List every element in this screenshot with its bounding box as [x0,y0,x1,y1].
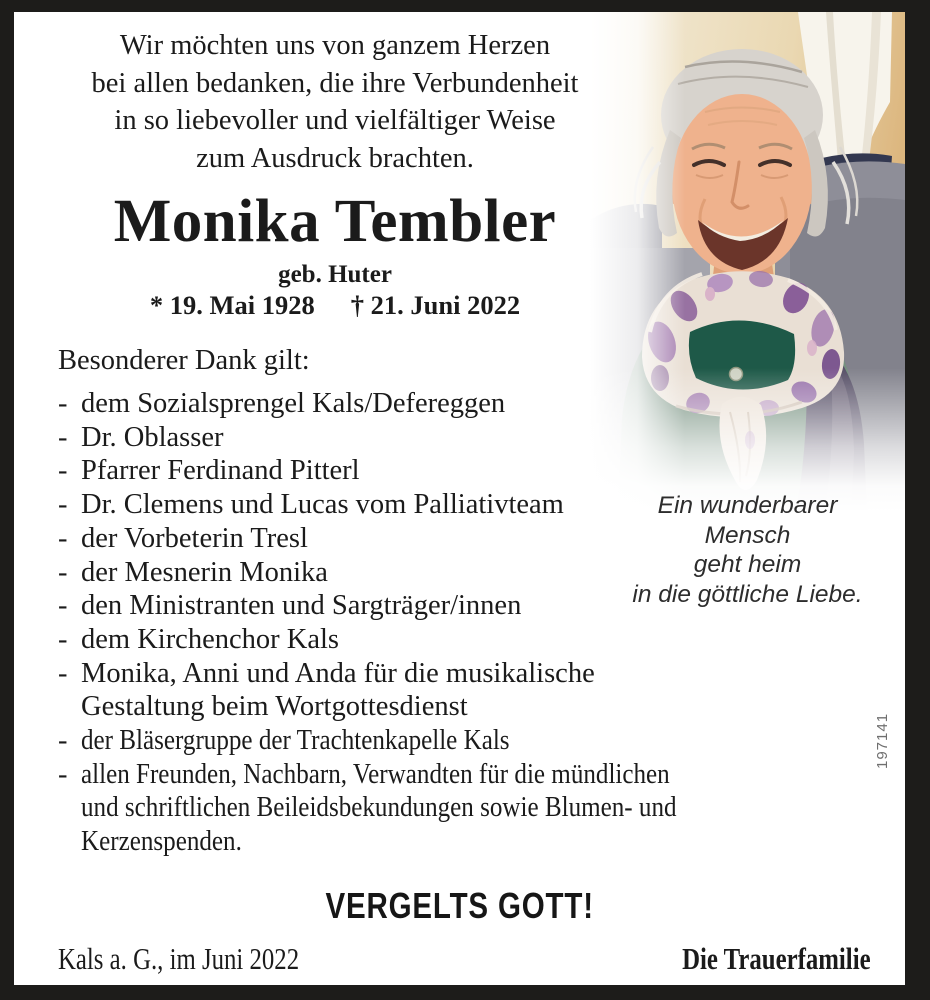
maiden-name: geb. Huter [278,261,392,288]
bullet-dash: - [58,758,68,790]
thanks-item-text: Gestaltung beim Wortgottesdienst [81,691,468,723]
death-date: † 21. Juni 2022 [350,290,521,320]
bullet-dash: - [58,421,68,453]
bullet-dash: - [58,455,68,487]
bullet-dash: - [58,556,68,588]
thanks-item-text: der Mesnerin Monika [81,556,328,588]
life-dates [44,290,626,320]
intro-line: Wir möchten uns von ganzem Herzen [119,30,551,61]
thanks-item [58,724,898,758]
thanks-item-text: dem Sozialsprengel Kals/Defereggen [81,388,506,419]
bullet-dash: - [58,657,68,689]
family-signature [635,942,871,975]
thanks-item [58,623,898,657]
bullet-dash: - [58,590,68,622]
thanks-item-text: der Vorbeterin Tresl [81,522,308,554]
thanks-item-text: der Bläsergruppe der Trachtenkapelle Kals [81,725,510,757]
family-signature-text: Die Trauerfamilie [682,941,871,976]
thanks-item-text: dem Kirchenchor Kals [81,623,339,655]
bullet-dash: - [58,623,68,655]
thanks-item [58,758,898,792]
intro-line: bei allen bedanken, die ihre Verbundenheit [91,67,579,99]
closing-exclamation: VERGELTS GOTT! [325,885,594,926]
thanks-item [58,454,898,488]
thanks-item-continuation [58,791,898,825]
intro-line: in so liebevoller und vielfältiger Weise [114,105,556,136]
paper-sheet [14,12,905,985]
place-date-text: Kals a. G., im Juni 2022 [58,941,300,976]
thanks-item-text: und schriftlichen Beileidsbekundungen sowie Blumen- und [81,792,677,824]
thanks-item [58,657,898,691]
photo-quote-line: Mensch [704,521,791,549]
thanks-item-text: Kerzenspenden. [81,826,242,858]
bullet-dash: - [58,489,68,521]
photo-quote-line: Ein wunderbarer [657,492,838,519]
intro-paragraph [44,27,626,177]
photo-quote [590,491,905,609]
deceased-name: Monika Tembler [113,188,557,255]
bullet-dash: - [58,522,68,554]
thanks-item [58,387,898,421]
thanks-list [58,387,898,859]
thanks-item-text: Dr. Clemens und Lucas vom Palliativteam [81,489,564,521]
thanks-item-text: Dr. Oblasser [81,421,224,453]
bullet-dash: - [58,388,68,419]
thanks-item-text: den Ministranten und Sargträger/innen [81,590,522,622]
thanks-item-text: Monika, Anni und Anda für die musikalische [81,657,595,689]
photo-quote-line: in die göttliche Liebe. [632,580,863,608]
thanks-item-continuation [58,690,898,724]
closing-line [14,885,905,927]
thanks-item-text: Pfarrer Ferdinand Pitterl [81,455,360,487]
place-date [58,942,359,975]
intro-line: zum Ausdruck brachten. [196,142,474,174]
thanks-heading: Besonderer Dank gilt: [58,345,310,376]
birth-date: * 19. Mai 1928 [149,290,315,320]
print-id: 197141 [874,712,891,770]
thanks-item-text: allen Freunden, Nachbarn, Verwandten für die mündlichen [81,758,670,790]
bullet-dash: - [58,725,68,757]
thanks-item-continuation [58,825,898,859]
photo-quote-line: geht heim [693,551,802,579]
thanks-item [58,421,898,455]
